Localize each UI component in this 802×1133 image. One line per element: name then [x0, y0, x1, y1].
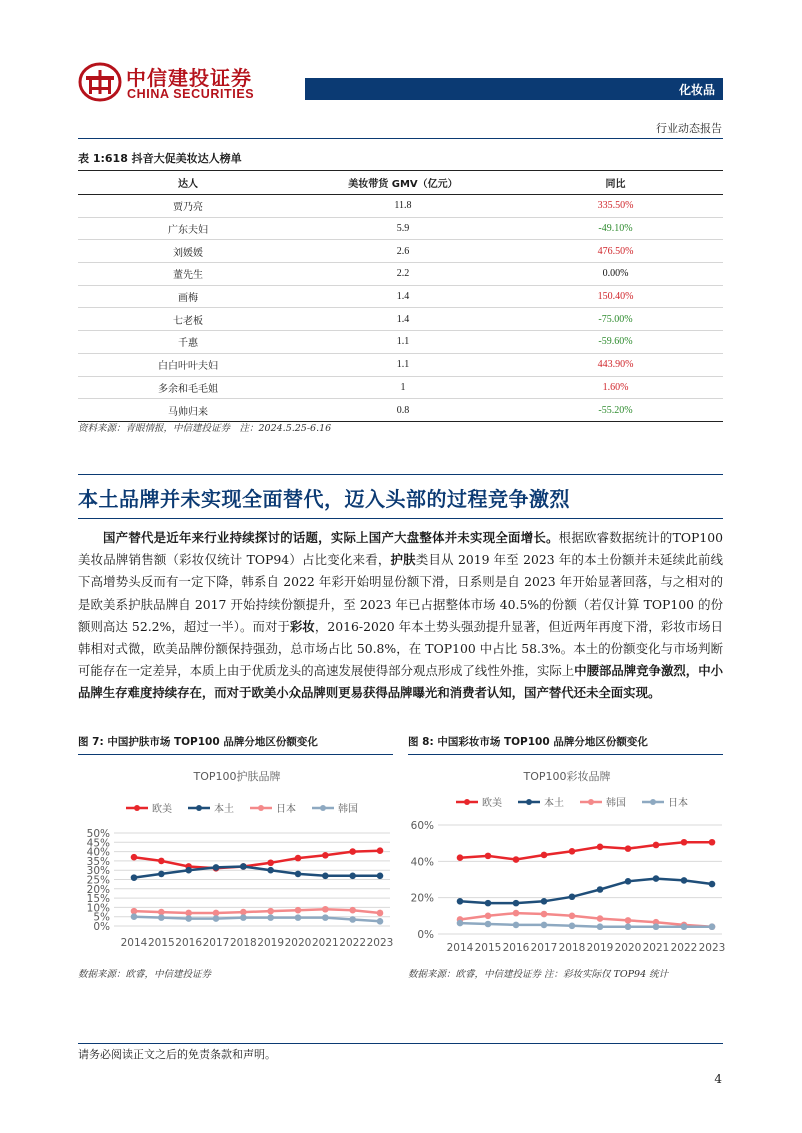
data-point-欧美	[709, 839, 716, 846]
data-point-欧美	[625, 845, 632, 852]
table-row	[78, 399, 723, 422]
col-header-yoy: 同比	[508, 171, 723, 195]
table-row	[78, 217, 723, 240]
data-point-欧美	[349, 848, 356, 855]
data-point-欧美	[485, 853, 492, 860]
x-tick-label: 2014	[120, 937, 148, 949]
data-point-本土	[485, 900, 492, 907]
text-run: 类目从 2019 年至 2023 年的本土份额并未延续此前线下高增势头反而有一定下降，韩系自 2022 年彩开始明显份额下滑，日系则是自 2023 年开始显著回落，与之相对的是欧美系护肤品牌自 2017 开始持续份额提升，至 2023 年已占据整体市场 40.5%的份额（若仅计算 TOP100 的份额则高达 52.2%，超过一半）。而对于	[78, 552, 724, 634]
x-tick-label: 2021	[642, 942, 670, 954]
yoy-value: 476.50%	[508, 240, 723, 263]
figure-8-title: 图 8: 中国彩妆市场 TOP100 品牌分地区份额变化	[408, 736, 648, 748]
col-header-gmv: 美妆带货 GMV（亿元）	[298, 171, 508, 195]
section-header	[78, 474, 723, 519]
data-point-本土	[185, 867, 192, 874]
y-tick-label: 15%	[86, 893, 110, 906]
data-point-本土	[709, 881, 716, 888]
data-point-韩国	[597, 915, 604, 922]
y-tick-label: 20%	[410, 892, 434, 905]
data-point-韩国	[513, 910, 520, 917]
legend-marker-欧美	[134, 805, 140, 811]
influencer-name: 千惠	[78, 331, 298, 354]
data-point-日本	[541, 922, 548, 929]
data-point-本土	[213, 864, 220, 871]
yoy-value: 443.90%	[508, 353, 723, 376]
y-tick-label: 50%	[86, 828, 110, 840]
table-row	[78, 376, 723, 399]
bold-conclusion: 中腰部品牌竞争激烈，中小品牌生存难度持续存在，而对于欧美小众品牌则更易获得品牌曝光和消费者认知，国产替代还未全面实现。	[78, 663, 724, 701]
influencer-name: 多余和毛毛姐	[78, 376, 298, 399]
data-point-欧美	[295, 855, 302, 862]
y-tick-label: 10%	[86, 902, 110, 915]
data-point-韩国	[541, 911, 548, 918]
text-run: ，2016-2020 年本土势头强劲提升显著，但近两年再度下滑，彩妆市场日韩相对式微，欧美品牌份额保持强劲，总市场占比 50.8%，在 TOP100 中占比 58.3%。本土的份额变化与市场判断可能存在一定差异，本质上由于优质龙头的高速发展使得部分观点形成了线性外推，实际上	[78, 618, 723, 679]
data-point-本土	[267, 867, 274, 874]
data-point-欧美	[158, 858, 165, 865]
x-tick-label: 2015	[147, 937, 175, 949]
header-divider	[78, 138, 723, 139]
data-point-韩国	[322, 914, 329, 921]
table-title: 表 1:618 抖音大促美妆达人榜单	[78, 152, 242, 165]
table-header-row	[78, 171, 723, 195]
data-point-日本	[377, 910, 384, 917]
legend-marker-韩国	[320, 805, 326, 811]
data-point-本土	[457, 898, 464, 905]
data-point-欧美	[653, 842, 660, 849]
disclaimer: 请务必阅读正文之后的免责条款和声明。	[78, 1048, 276, 1061]
x-tick-label: 2020	[284, 937, 312, 949]
x-tick-label: 2018	[558, 942, 586, 954]
section-title: 本土品牌并未实现全面替代，迈入头部的过程竞争激烈	[78, 487, 570, 511]
data-point-本土	[377, 872, 384, 879]
gmv-value: 2.6	[298, 240, 508, 263]
figure-7-divider	[78, 754, 393, 755]
x-tick-label: 2020	[614, 942, 642, 954]
yoy-value: 150.40%	[508, 285, 723, 308]
gmv-value: 1.1	[298, 331, 508, 354]
figure-8-divider	[408, 754, 723, 755]
data-point-本土	[349, 872, 356, 879]
x-tick-label: 2023	[698, 942, 726, 954]
series-line-欧美	[460, 842, 712, 859]
table-row	[78, 308, 723, 331]
table-row	[78, 263, 723, 286]
page-number: 4	[714, 1072, 722, 1086]
table-row	[78, 240, 723, 263]
text-run: 根据欧睿数据统计的TOP100 美妆品牌销售额（彩妆仅统计 TOP94）占比变化来看，	[78, 530, 723, 568]
legend-marker-本土	[196, 805, 202, 811]
data-point-欧美	[377, 847, 384, 854]
data-point-日本	[457, 920, 464, 927]
y-tick-label: 40%	[86, 846, 110, 859]
data-point-日本	[569, 923, 576, 930]
data-point-韩国	[569, 913, 576, 920]
series-line-韩国	[134, 917, 380, 922]
y-tick-label: 40%	[410, 856, 434, 869]
data-point-欧美	[457, 854, 464, 861]
data-point-欧美	[322, 852, 329, 859]
yoy-value: 335.50%	[508, 195, 723, 218]
gmv-value: 5.9	[298, 217, 508, 240]
gmv-value: 1.1	[298, 353, 508, 376]
bold-makeup: 彩妆	[289, 618, 315, 634]
table-row	[78, 353, 723, 376]
data-point-日本	[513, 922, 520, 929]
data-point-韩国	[185, 915, 192, 922]
gmv-value: 11.8	[298, 195, 508, 218]
x-tick-label: 2017	[530, 942, 558, 954]
x-tick-label: 2014	[446, 942, 474, 954]
data-point-本土	[240, 863, 247, 870]
data-point-欧美	[267, 859, 274, 866]
x-tick-label: 2015	[474, 942, 502, 954]
bold-lead: 国产替代是近年来行业持续探讨的话题，实际上国产大盘整体并未实现全面增长。	[103, 530, 559, 545]
legend-label: 日本	[276, 804, 296, 815]
legend-marker-本土	[526, 799, 532, 805]
legend-marker-欧美	[464, 799, 470, 805]
data-point-韩国	[240, 914, 247, 921]
makeup-share-chart	[408, 758, 726, 958]
y-tick-label: 5%	[93, 911, 110, 924]
x-tick-label: 2018	[229, 937, 257, 949]
x-tick-label: 2016	[502, 942, 530, 954]
table-row	[78, 331, 723, 354]
data-point-欧美	[569, 848, 576, 855]
footer-divider	[78, 1043, 723, 1044]
legend-label: 欧美	[482, 798, 502, 809]
y-tick-label: 20%	[86, 883, 110, 896]
y-tick-label: 30%	[86, 865, 110, 878]
brand-name-cn: 中信建投证券	[126, 66, 252, 90]
y-tick-label: 60%	[410, 820, 434, 832]
data-point-韩国	[213, 915, 220, 922]
y-tick-label: 25%	[86, 874, 110, 887]
y-tick-label: 35%	[86, 855, 110, 868]
chart-title: TOP100彩妆品牌	[523, 770, 611, 783]
data-point-本土	[681, 877, 688, 884]
x-tick-label: 2022	[339, 937, 367, 949]
data-point-本土	[653, 875, 660, 882]
data-point-日本	[295, 907, 302, 914]
yoy-value: -75.00%	[508, 308, 723, 331]
data-point-日本	[681, 923, 688, 930]
x-tick-label: 2019	[586, 942, 614, 954]
data-point-韩国	[158, 914, 165, 921]
figure-8-source: 数据来源：欧睿，中信建投证券 注：彩妆实际仅 TOP94 统计	[408, 969, 669, 980]
yoy-value: -49.10%	[508, 217, 723, 240]
yoy-value: 1.60%	[508, 376, 723, 399]
series-line-日本	[134, 909, 380, 913]
y-tick-label: 0%	[417, 929, 434, 941]
influencer-ranking-table	[78, 170, 723, 422]
data-point-本土	[158, 871, 165, 878]
gmv-value: 0.8	[298, 399, 508, 422]
data-point-韩国	[485, 913, 492, 920]
gmv-value: 1	[298, 376, 508, 399]
gmv-value: 1.4	[298, 285, 508, 308]
legend-label: 日本	[668, 798, 688, 809]
series-line-欧美	[134, 851, 380, 869]
table-source-note: 资料来源：青眼情报，中信建投证券 注：2024.5.25-6.16	[78, 423, 332, 434]
influencer-name: 马帅归来	[78, 399, 298, 422]
data-point-本土	[625, 878, 632, 885]
report-type: 行业动态报告	[656, 122, 722, 135]
gmv-value: 1.4	[298, 308, 508, 331]
legend-marker-韩国	[588, 799, 594, 805]
influencer-name: 刘媛媛	[78, 240, 298, 263]
data-point-日本	[653, 923, 660, 930]
data-point-日本	[322, 906, 329, 913]
data-point-韩国	[349, 916, 356, 923]
series-line-本土	[460, 879, 712, 904]
data-point-本土	[131, 874, 138, 881]
data-point-日本	[709, 923, 716, 930]
x-tick-label: 2019	[257, 937, 285, 949]
legend-marker-日本	[258, 805, 264, 811]
legend-label: 本土	[544, 798, 564, 809]
data-point-日本	[267, 908, 274, 915]
data-point-本土	[541, 898, 548, 905]
yoy-value: -59.60%	[508, 331, 723, 354]
y-tick-label: 0%	[93, 921, 110, 933]
x-tick-label: 2017	[202, 937, 230, 949]
figure-7-title: 图 7: 中国护肤市场 TOP100 品牌分地区份额变化	[78, 736, 318, 748]
data-point-本土	[295, 871, 302, 878]
legend-label: 欧美	[152, 804, 172, 815]
y-tick-label: 45%	[86, 837, 110, 850]
data-point-本土	[597, 886, 604, 893]
bold-skincare: 护肤	[390, 552, 416, 568]
x-tick-label: 2023	[366, 937, 394, 949]
yoy-value: 0.00%	[508, 263, 723, 286]
series-line-本土	[134, 867, 380, 878]
table-row	[78, 195, 723, 218]
data-point-欧美	[597, 844, 604, 851]
influencer-name: 画梅	[78, 285, 298, 308]
x-tick-label: 2022	[670, 942, 698, 954]
data-point-韩国	[295, 914, 302, 921]
brand-name-en: CHINA SECURITIES	[127, 87, 255, 101]
data-point-韩国	[377, 918, 384, 925]
legend-label: 本土	[214, 804, 234, 815]
legend-label: 韩国	[338, 804, 358, 815]
x-tick-label: 2021	[311, 937, 339, 949]
data-point-韩国	[625, 917, 632, 924]
china-securities-logo-icon	[78, 62, 122, 102]
col-header-influencer: 达人	[78, 171, 298, 195]
influencer-name: 贾乃亮	[78, 195, 298, 218]
data-point-本土	[322, 872, 329, 879]
data-point-本土	[513, 900, 520, 907]
data-point-日本	[597, 923, 604, 930]
skincare-share-chart	[78, 758, 396, 958]
yoy-value: -55.20%	[508, 399, 723, 422]
category-label: 化妆品	[678, 83, 715, 97]
table-row	[78, 285, 723, 308]
x-tick-label: 2016	[175, 937, 203, 949]
figure-7-source: 数据来源：欧睿，中信建投证券	[78, 969, 212, 980]
body-paragraph	[78, 527, 723, 705]
data-point-日本	[625, 923, 632, 930]
chart-title: TOP100护肤品牌	[193, 770, 281, 783]
gmv-value: 2.2	[298, 263, 508, 286]
legend-label: 韩国	[606, 798, 626, 809]
influencer-name: 白白叶叶夫妇	[78, 353, 298, 376]
influencer-name: 广东夫妇	[78, 217, 298, 240]
data-point-日本	[485, 921, 492, 928]
influencer-name: 七老板	[78, 308, 298, 331]
data-point-韩国	[131, 913, 138, 920]
data-point-欧美	[131, 854, 138, 861]
influencer-name: 董先生	[78, 263, 298, 286]
data-point-日本	[349, 907, 356, 914]
data-point-欧美	[513, 856, 520, 863]
data-point-韩国	[267, 914, 274, 921]
data-point-本土	[569, 893, 576, 900]
legend-marker-日本	[650, 799, 656, 805]
paragraph-1	[78, 527, 723, 705]
data-point-欧美	[541, 852, 548, 859]
data-point-欧美	[681, 839, 688, 846]
category-bar	[305, 78, 723, 100]
